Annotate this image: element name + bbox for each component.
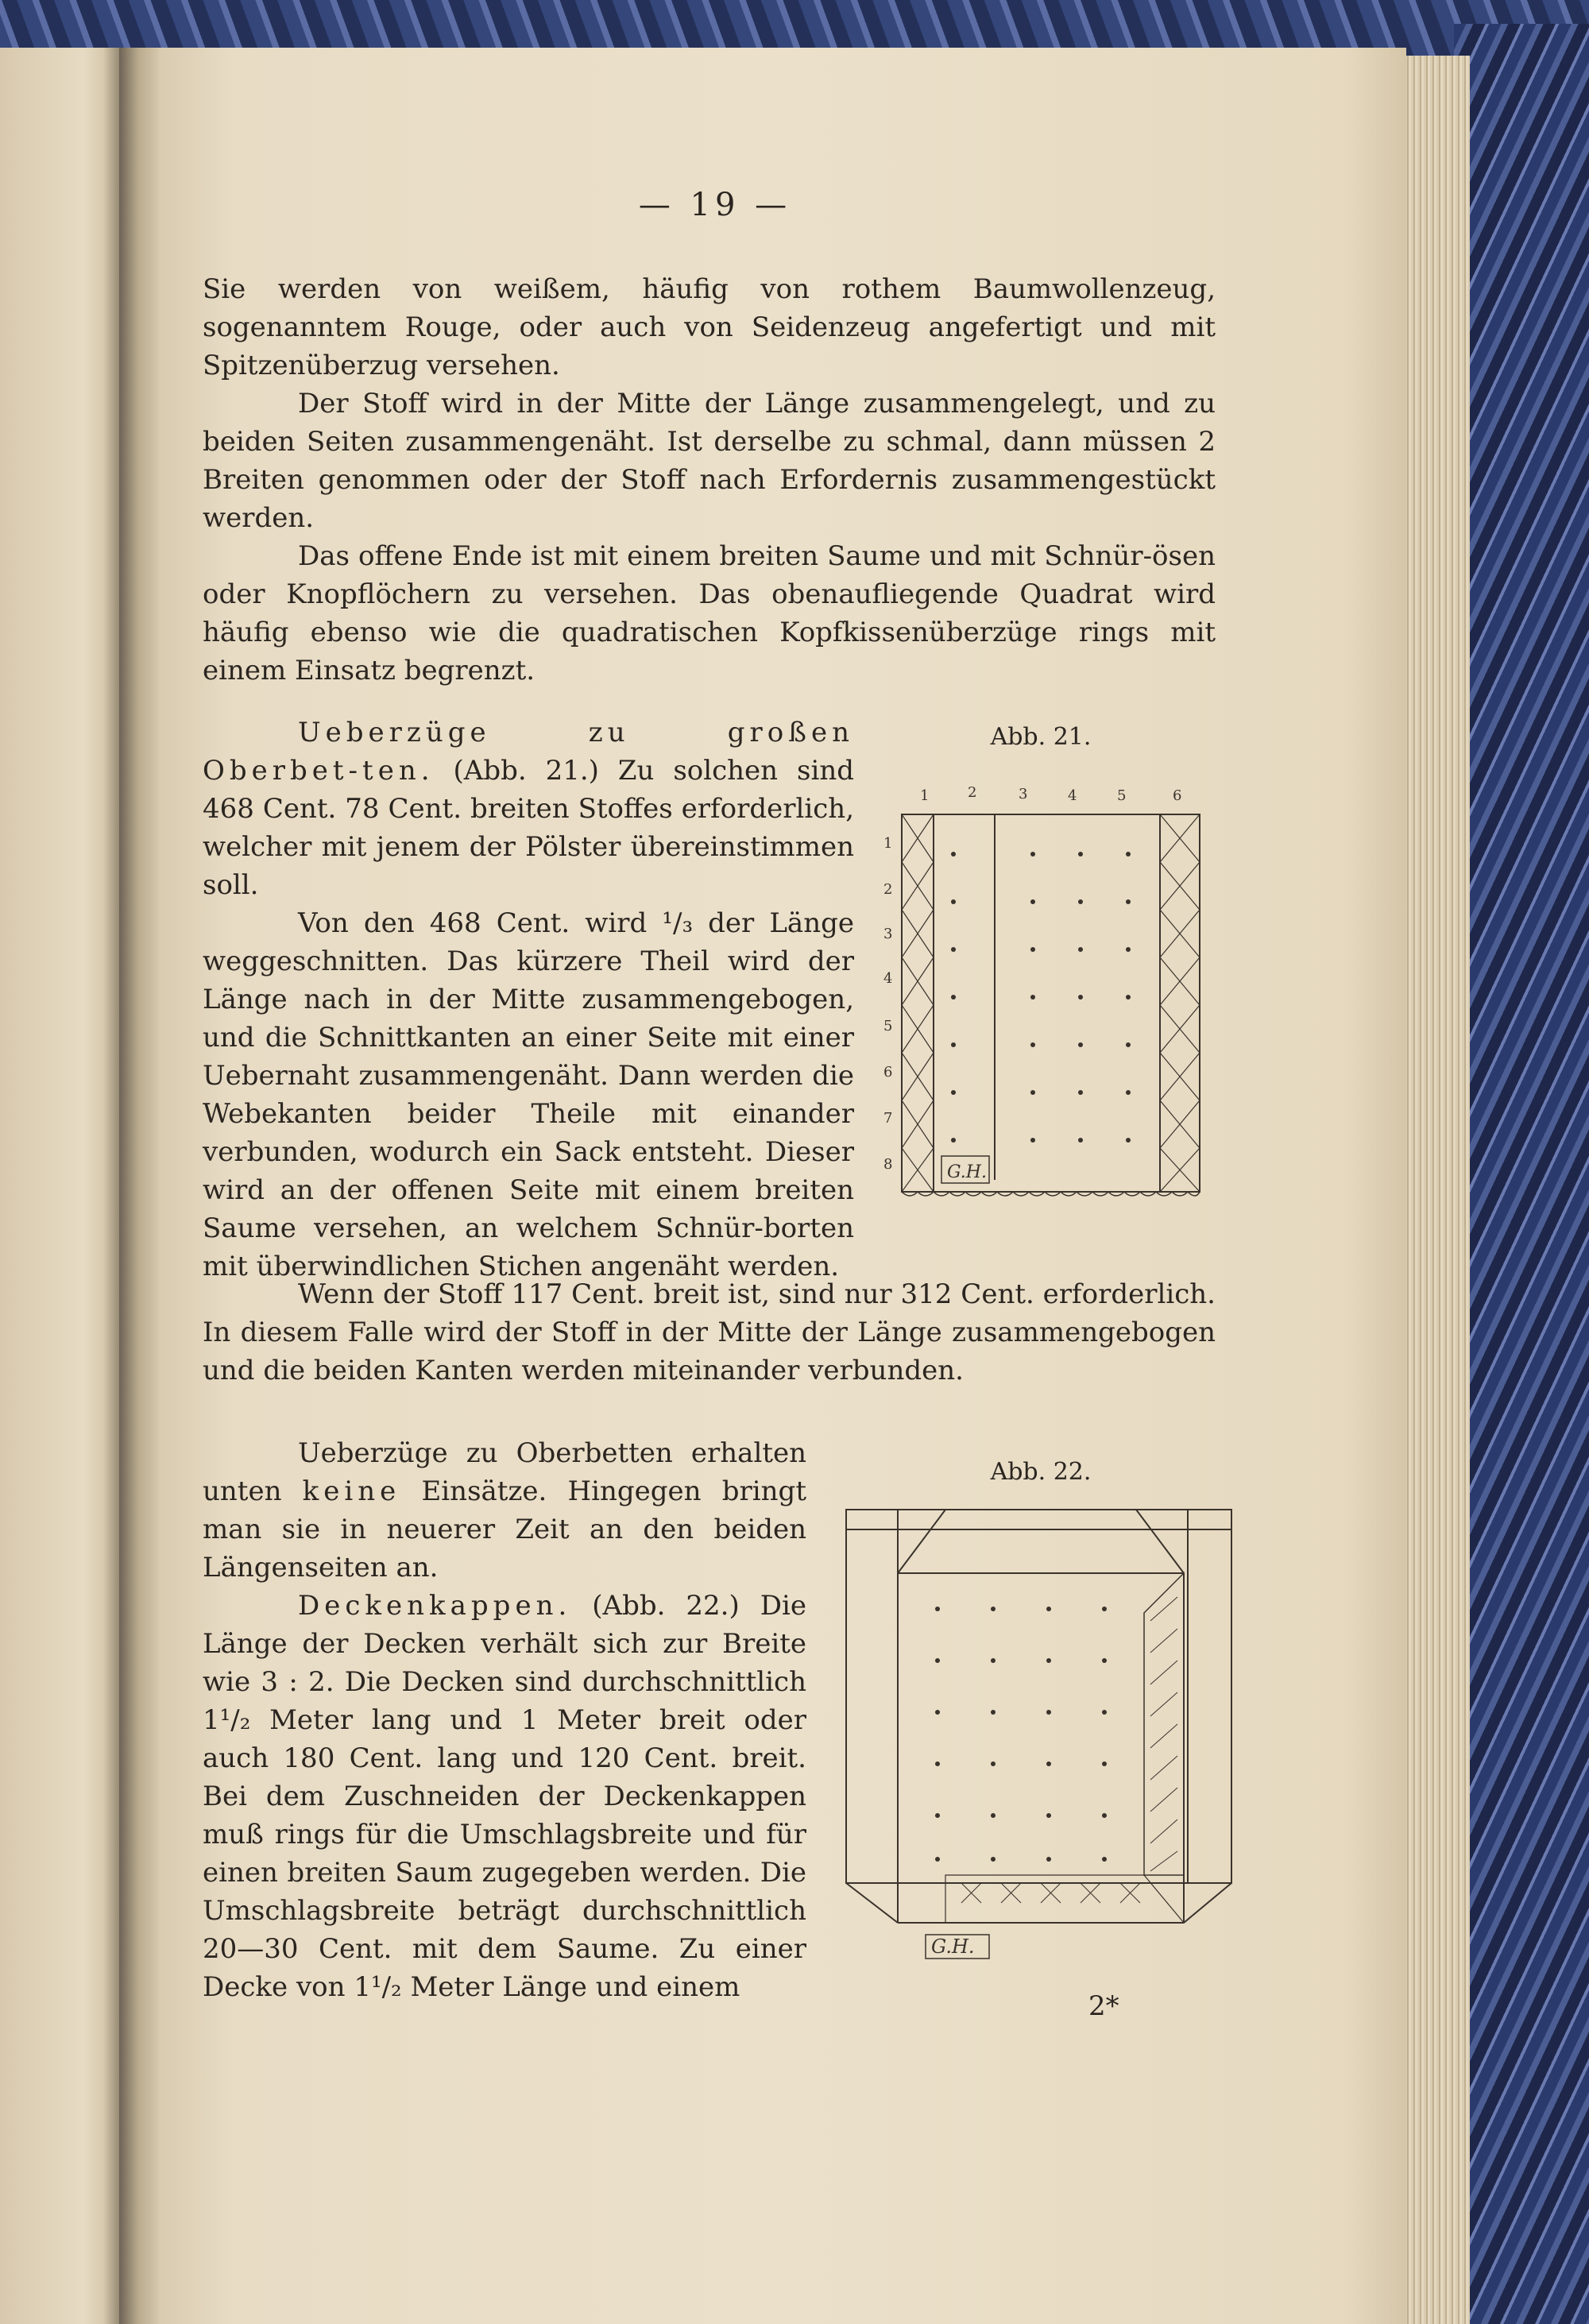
paragraph-7 [203, 1434, 806, 1587]
sheet-signature: 2* [1088, 1990, 1119, 2022]
fig21-side-number: 1 [883, 835, 893, 852]
fig21-top-number: 2 [968, 784, 977, 801]
figure-22 [842, 1502, 1239, 1978]
paragraph-8-text: (Abb. 22.) Die Länge der Decken verhält sich zur Breite wie 3 : 2. Die Decken sind durchschnittlich 1¹/₂ Meter lang und 1 Meter breit oder auch 180 Cent. lang und 120 Cent. breit. Bei dem Zuschneiden der Deckenkappen muß rings für die Umschlagsbreite und für einen breiten Saum zugegeben werden. Die Umschlagsbreite beträgt durchschnittlich 20—30 Cent. mit dem Saume. Zu einer Decke von 1¹/₂ Meter Länge und einem [203, 1590, 806, 2003]
page-number: — 19 — [638, 187, 792, 223]
text-block-fig22 [203, 1434, 806, 2006]
fig22-monogram: G.H. [931, 1935, 975, 1958]
fig21-side-number: 2 [883, 881, 893, 898]
fig21-side-number: 5 [883, 1018, 893, 1034]
text-block-middle [203, 1275, 1216, 1390]
paragraph-8 [203, 1587, 806, 2006]
heading-oberbetten: Ueberzüge zu großen Oberbet-ten. [203, 717, 854, 787]
fig21-side-number: 8 [883, 1156, 893, 1173]
fig21-monogram: G.H. [947, 1162, 987, 1182]
paragraph-7-text-a: Ueberzüge zu Oberbetten erhalten unten [203, 1437, 806, 1507]
paragraph-4 [203, 713, 854, 904]
fig21-side-number: 4 [883, 970, 893, 987]
fig21-side-number: 6 [883, 1064, 893, 1081]
figure-21-caption: Abb. 21. [990, 723, 1092, 751]
text-block-fig21 [203, 713, 854, 1286]
fig21-side-number: 3 [883, 926, 893, 942]
paragraph-2: Der Stoff wird in der Mitte der Länge zusammengelegt, und zu beiden Seiten zusammengenäht. Ist derselbe zu schmal, dann müssen 2 Breiten genommen oder der Stoff nach Erfordernis zusammengestückt werden. [203, 388, 1216, 534]
paragraph-5: Von den 468 Cent. wird ¹/₃ der Länge weggeschnitten. Das kürzere Theil wird der Länge nach in der Mitte zusammengebogen, und die Schnittkanten an einer Seite mit einer Uebernaht zusammengenäht. Dann werden die Webekanten beider Theile mit einander verbunden, wodurch ein Sack entsteht. Dieser wird an der offenen Seite mit einem breiten Saume versehen, an welchem Schnür-borten mit überwindlichen Stichen angenäht werden. [203, 907, 854, 1282]
paragraph-3: Das offene Ende ist mit einem breiten Saume und mit Schnür-ösen oder Knopflöchern zu versehen. Das obenaufliegende Quadrat wird häufig ebenso wie die quadratischen Kopfkissenüberzüge rings mit einem Einsatz begrenzt. [203, 540, 1216, 686]
left-page-edge [0, 48, 119, 2324]
page-edges [1398, 56, 1470, 2324]
paragraph-6: Wenn der Stoff 117 Cent. breit ist, sind nur 312 Cent. erforderlich. In diesem Falle wird der Stoff in der Mitte der Länge zusammengebogen und die beiden Kanten werden miteinander verbunden. [203, 1278, 1216, 1386]
fig21-top-number: 5 [1117, 787, 1127, 804]
figure-22-diagram [842, 1502, 1239, 1978]
fig21-side-number: 7 [883, 1110, 893, 1127]
marbled-cover [1454, 24, 1589, 2324]
paragraph-7-emphasis: keine [302, 1475, 401, 1507]
figure-21 [874, 783, 1208, 1212]
paragraph-7-text-b: Einsätze. Hingegen bringt man sie in neuerer Zeit an den beiden Längenseiten an. [203, 1475, 806, 1583]
figure-21-diagram [874, 783, 1208, 1212]
fig21-top-number: 1 [920, 787, 930, 804]
fig21-top-number: 6 [1173, 787, 1182, 804]
figure-22-caption: Abb. 22. [990, 1458, 1092, 1486]
text-block-top [203, 270, 1216, 690]
heading-deckenkappen: Deckenkappen. [298, 1590, 572, 1622]
paragraph-1: Sie werden von weißem, häufig von rothem Baumwollenzeug, sogenanntem Rouge, oder auch von Seidenzeug angefertigt und mit Spitzenüberzug versehen. [203, 273, 1216, 381]
fig21-top-number: 4 [1068, 787, 1077, 804]
fig21-top-number: 3 [1019, 786, 1028, 802]
paragraph-4-text: (Abb. 21.) Zu solchen sind 468 Cent. 78 Cent. breiten Stoffes erforderlich, welcher mit jenem der Pölster übereinstimmen soll. [203, 755, 855, 901]
